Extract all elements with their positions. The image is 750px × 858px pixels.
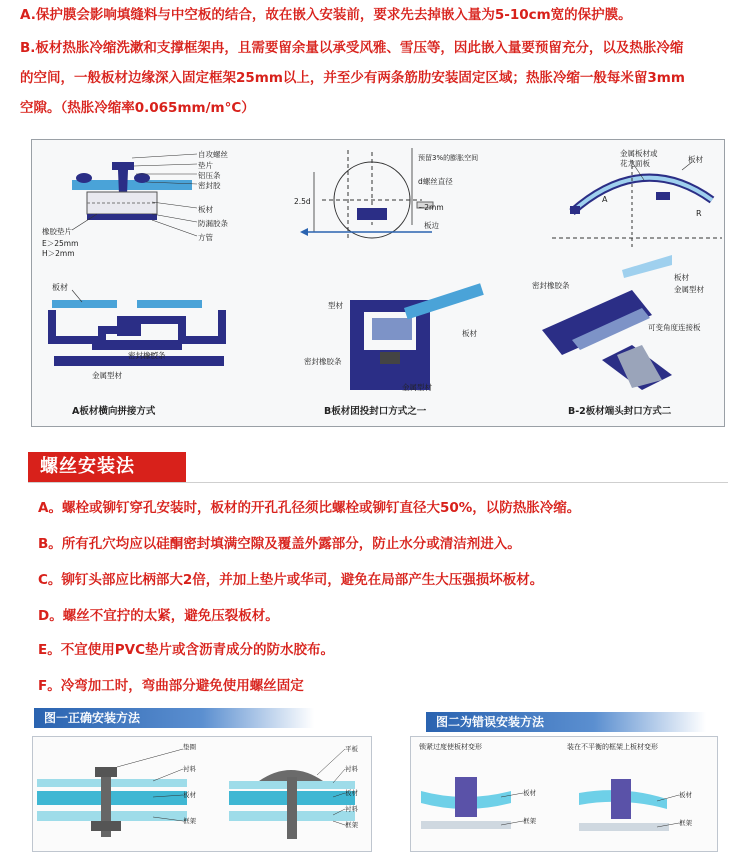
fig1-left-label-2: 板材 xyxy=(183,791,196,799)
fig1-left-label-0: 垫圈 xyxy=(183,743,196,751)
fig2-right-caption: 装在不平衡的框架上板材变形 xyxy=(567,743,658,751)
installation-diagram-panel xyxy=(31,139,725,427)
section-divider xyxy=(28,482,728,483)
d3-label-4: R xyxy=(696,209,702,218)
d6-caption: B-2板材端头封口方式二 xyxy=(568,406,672,417)
figure1-panel xyxy=(32,736,372,852)
d4-label-2: 金属型材 xyxy=(92,371,122,380)
d3-label-1: 花龙面板 xyxy=(620,159,650,168)
d4-label-1: 密封橡胶条 xyxy=(128,351,166,360)
section-title: 螺丝安装法 xyxy=(28,452,186,482)
fig2-left-caption: 锁紧过度使板材变形 xyxy=(419,743,482,751)
d2-label-0: 预留3%的膨胀空间 xyxy=(418,154,479,162)
intro-text xyxy=(20,0,740,123)
d3-label-2: 板材 xyxy=(688,155,703,164)
intro-para-a: A.保护膜会影响填缝料与中空板的结合，故在嵌入安装前，要求先去掉嵌入量为5-10cm宽的保护膜。 xyxy=(20,7,632,23)
rule-d: D。螺丝不宜拧的太紧，避免压裂板材。 xyxy=(38,608,279,624)
d4-label-0: 板材 xyxy=(52,283,68,292)
intro-para-b-line3: 空隙。（热胀冷缩率0.065mm/m°C） xyxy=(20,100,255,116)
d3-label-3: A xyxy=(602,195,608,204)
fig2-right-label-0: 板材 xyxy=(679,791,692,799)
fig1-right-label-3: 衬料 xyxy=(345,805,358,813)
d2-label-1: d螺丝直径 xyxy=(418,177,453,186)
d5-label-0: 型材 xyxy=(328,301,343,310)
d1-label-2: 铝压条 xyxy=(198,171,221,180)
d1-label-4: 板材 xyxy=(198,205,213,214)
fig1-left-label-3: 框架 xyxy=(183,817,196,825)
diagram-expansion-space xyxy=(300,148,433,240)
d2-label-4: 板边 xyxy=(424,221,439,230)
d4-caption: A板材横向拼接方式 xyxy=(72,406,156,417)
installation-diagrams xyxy=(32,140,726,428)
d1-label-5: 防漏胶条 xyxy=(198,219,228,228)
d5-label-3: 金属型材 xyxy=(402,383,432,392)
d5-caption: B板材团投封口方式之一 xyxy=(324,406,427,417)
intro-para-b-line2: 的空间，一般板材边缘深入固定框架25mm以上，并至少有两条筋肋安装固定区域；热胀冷缩一般每米留3mm xyxy=(20,70,685,86)
figure1-title: 图一正确安装方法 xyxy=(34,708,314,728)
fig2-left-label-1: 框架 xyxy=(523,817,536,825)
d6-label-2: 金属型材 xyxy=(674,285,704,294)
diagram-screw-fixing xyxy=(72,154,197,236)
figure2-diagram xyxy=(411,737,719,853)
fig1-right-label-2: 板材 xyxy=(345,789,358,797)
d6-label-3: 可变角度连接板 xyxy=(648,323,701,332)
fig1-right-label-1: 衬料 xyxy=(345,765,358,773)
fig2-left-label-0: 板材 xyxy=(523,789,536,797)
rule-c: C。铆钉头部应比柄部大2倍，并加上垫片或华司，避免在局部产生大压强损坏板材。 xyxy=(38,572,544,588)
fig1-right-label-4: 框架 xyxy=(345,821,358,829)
rule-e: E。不宜使用PVC垫片或含沥青成分的防水胶布。 xyxy=(38,642,334,658)
d5-label-1: 板材 xyxy=(462,329,477,338)
d2-label-3: 2.5d xyxy=(294,197,311,206)
d1-dim-1: H＞2mm xyxy=(42,249,75,258)
intro-para-b-line1: B.板材热胀冷缩洗漱和支撑框架冉，且需要留余量以承受风雅、雪压等，因此嵌入量要预留充分，以及热胀冷缩 xyxy=(20,40,684,56)
rule-b: B。所有孔穴均应以硅酮密封填满空隙及覆盖外露部分，防止水分或清洁剂进入。 xyxy=(38,536,521,552)
d1-label-3: 密封胶 xyxy=(198,181,221,190)
d1-label-7: 橡胶垫片 xyxy=(42,227,72,236)
rule-a: A。螺栓或铆钉穿孔安装时，板材的开孔孔径须比螺栓或铆钉直径大50%，以防热胀冷缩。 xyxy=(38,500,581,516)
figure2-title: 图二为错误安装方法 xyxy=(426,712,706,732)
rule-f: F。冷弯加工时，弯曲部分避免使用螺丝固定 xyxy=(38,678,304,694)
d6-label-0: 密封橡胶条 xyxy=(532,281,570,290)
d5-label-2: 密封橡胶条 xyxy=(304,357,342,366)
d2-label-2: ~2mm xyxy=(418,203,444,212)
diagram-arched-panel xyxy=(552,160,722,250)
fig1-left-label-1: 衬料 xyxy=(183,765,196,773)
d3-label-0: 金属板材或 xyxy=(620,149,658,158)
d1-label-0: 自攻螺丝 xyxy=(198,150,228,159)
figure1-diagram xyxy=(33,737,373,853)
fig1-right-label-0: 平板 xyxy=(345,745,358,753)
fig2-right-label-1: 框架 xyxy=(679,819,692,827)
d1-label-1: 垫片 xyxy=(198,161,213,170)
figure2-panel xyxy=(410,736,718,852)
d1-label-6: 方管 xyxy=(198,233,213,242)
d1-dim-0: E＞25mm xyxy=(42,239,79,248)
d6-label-1: 板材 xyxy=(674,273,689,282)
